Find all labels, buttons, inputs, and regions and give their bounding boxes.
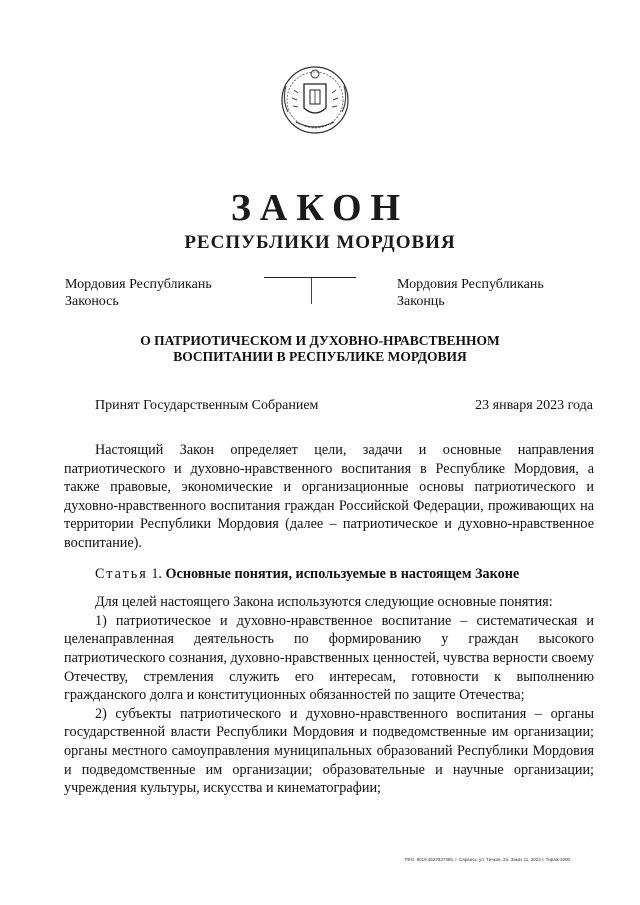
law-title: ЗАКОН <box>230 187 410 229</box>
article-label: Статья <box>95 565 148 582</box>
coat-of-arms-emblem-icon <box>274 60 356 138</box>
mokshan-title-block <box>65 276 212 310</box>
article-title: Основные понятия, используемые в настоящем Законе <box>165 565 520 582</box>
law-number-divider <box>311 278 312 304</box>
adopted-date: 23 января 2023 года <box>475 398 593 413</box>
mokshan-title-line1: Мордовия Республикань <box>65 277 212 292</box>
article-heading <box>64 565 594 584</box>
preamble-paragraph: Настоящий Закон определяет цели, задачи и основные направления патриотического и духовно-нравственного воспитания в Республике Мордовия, а также правовые, экономические и организационные основы патриотического и духовно-нравственного воспитания граждан Российской Федерации, проживающих на территории Республики Мордовия (далее – патриотическое и духовно-нравственное воспитание). <box>64 442 594 551</box>
law-number-line <box>264 277 356 278</box>
heading-line-1: О ПАТРИОТИЧЕСКОМ И ДУХОВНО-НРАВСТВЕННОМ <box>140 333 500 348</box>
item-2-paragraph: 2) субъекты патриотического и духовно-нравственного воспитания – органы государственной власти Республики Мордовия и подведомственные им организации; органы местного самоуправления муниципальных образований Республики Мордовия и подведомственные им организации; образовательные и научные организации; учреждения культуры, искусства и кинематографии; <box>64 705 594 797</box>
intro-paragraph: Для целей настоящего Закона используются следующие основные понятия: <box>95 594 553 611</box>
erzyan-title-line2: Законць <box>397 294 445 309</box>
erzyan-title-block <box>397 276 544 310</box>
item-1-paragraph: 1) патриотическое и духовно-нравственное воспитание – систематическая и целенаправленная деятельность по формированию у граждан высокого патриотического сознания, духовно-нравственных ценностей, чувства верности своему Отечеству, стремления служить его интересам, готовности к выполнению гражданского долга и конституционных обязанностей по защите Отечества; <box>64 612 594 704</box>
document-body <box>64 441 594 798</box>
document-heading <box>0 333 640 365</box>
mokshan-title-line2: Законось <box>65 294 119 309</box>
heading-line-2: ВОСПИТАНИИ В РЕСПУБЛИКЕ МОРДОВИЯ <box>173 349 467 364</box>
article-number: 1. <box>147 565 166 582</box>
adopted-by: Принят Государственным Собранием <box>95 398 319 413</box>
law-subtitle: РЕСПУБЛИКИ МОРДОВИЯ <box>184 232 456 253</box>
erzyan-title-line1: Мордовия Республикань <box>397 277 544 292</box>
print-info-footer: ТФО. 8019 4527837355, г. Саранск, ул. Тичков, 2а. Заказ 11. 2022 г. Тираж 1000 <box>404 857 570 862</box>
